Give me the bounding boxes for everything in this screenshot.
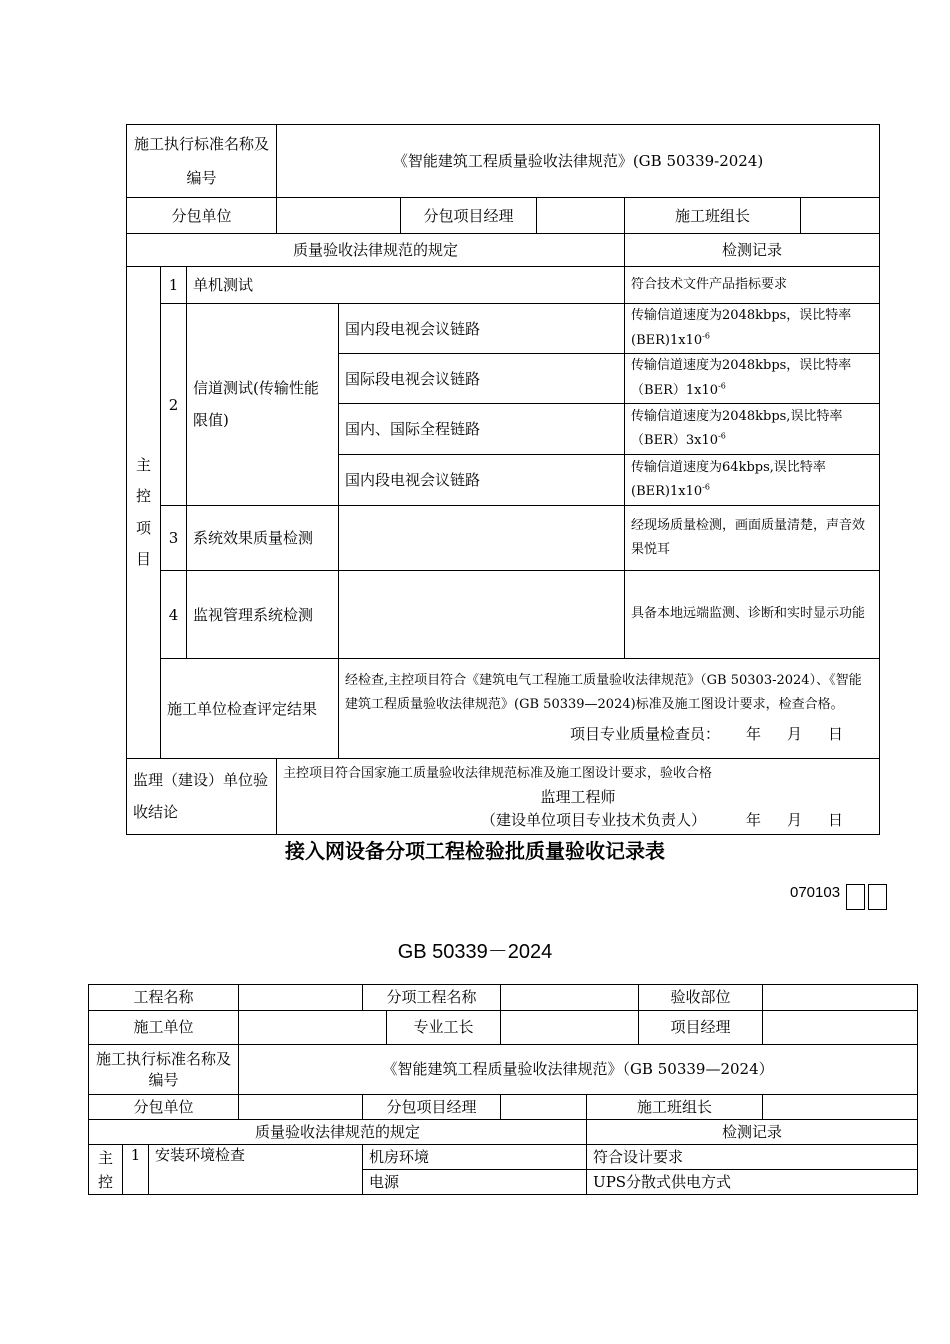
item-no: 4	[161, 571, 187, 659]
foreman-label: 专业工长	[387, 1011, 501, 1045]
sub-pm-label: 分包项目经理	[363, 1095, 501, 1120]
pm-label: 项目经理	[639, 1011, 763, 1045]
code-box[interactable]	[868, 884, 887, 910]
channel-link: 国内、国际全程链路	[339, 404, 625, 455]
std-name-label: 施工执行标准名称及编号	[89, 1045, 239, 1095]
item-record: 符合技术文件产品指标要求	[625, 267, 880, 304]
team-leader-value	[763, 1095, 918, 1120]
sub-project-label: 分项工程名称	[363, 985, 501, 1011]
contractor-label: 施工单位	[89, 1011, 239, 1045]
item-name: 系统效果质量检测	[187, 506, 339, 571]
engineer-label: 监理工程师	[540, 788, 616, 807]
acceptance-form-bottom	[88, 984, 918, 1195]
item-record: 具备本地远端监测、诊断和实时显示功能	[625, 571, 880, 659]
channel-link: 国内段电视会议链路	[339, 455, 625, 506]
foreman-value	[501, 1011, 639, 1045]
sub-item-record: 符合设计要求	[587, 1145, 918, 1170]
main-control-label: 主控	[89, 1145, 123, 1195]
channel-record: 传输信道速度为64kbps,误比特率$(BER)1x10^{-6}$	[625, 455, 880, 506]
sub-unit-label: 分包单位	[89, 1095, 239, 1120]
team-leader-label: 施工班组长	[625, 198, 801, 234]
spec-header: 质量验收法律规范的规定	[127, 234, 625, 267]
channel-record: 传输信道速度为2048kbps,误比特率$(BER)3x10^{-6}$	[625, 404, 880, 455]
item-blank	[339, 506, 625, 571]
supervisor-signature-line: （建设单位项目专业技术负责人） 年 月 日	[480, 810, 844, 829]
item-no: 2	[161, 304, 187, 506]
item-name: 单机测试	[187, 267, 625, 304]
team-leader-label: 施工班组长	[587, 1095, 763, 1120]
item-no: 3	[161, 506, 187, 571]
code-box[interactable]	[846, 884, 865, 910]
sub-item: 电源	[363, 1170, 587, 1195]
contractor-value	[239, 1011, 387, 1045]
item-record: 经现场质量检测，画面质量清楚，声音效果悦耳	[625, 506, 880, 571]
main-control-label: 主控项目	[127, 267, 161, 759]
inspector-signature-line: 项目专业质量检查员： 年 月 日	[569, 724, 844, 743]
sub-unit-value	[277, 198, 401, 234]
item-name: 安装环境检查	[149, 1145, 363, 1195]
standard-code: GB 50339－2024	[397, 941, 553, 963]
std-name-label: 施工执行标准名称及编号	[127, 125, 277, 198]
project-name-label: 工程名称	[89, 985, 239, 1011]
sub-unit-label: 分包单位	[127, 198, 277, 234]
spec-header: 质量验收法律规范的规定	[89, 1120, 587, 1145]
sub-pm-value	[537, 198, 625, 234]
item-no: 1	[123, 1145, 149, 1195]
acceptance-form-top	[126, 124, 880, 835]
record-header: 检测记录	[587, 1120, 918, 1145]
accept-part-label: 验收部位	[639, 985, 763, 1011]
supervisor-result	[277, 759, 880, 835]
contractor-text: 经检查,主控项目符合《建筑电气工程施工质量验收法律规范》（GB 50303-2024）、《智能建筑工程质量验收法律规范》(GB 50339—2024)标准及施工图设计要求，检查合格。	[345, 672, 862, 712]
accept-part-value	[763, 985, 918, 1011]
std-name-value: 《智能建筑工程质量验收法律规范》(GB 50339-2024)	[277, 125, 880, 198]
pm-value	[763, 1011, 918, 1045]
channel-record: 传输信道速度为2048kbps，误比特率$(BER)1x10^{-6}$	[625, 354, 880, 404]
team-leader-value	[801, 198, 880, 234]
channel-link: 国际段电视会议链路	[339, 354, 625, 404]
sub-pm-label: 分包项目经理	[401, 198, 537, 234]
item-blank	[339, 571, 625, 659]
supervisor-text: 主控项目符合国家施工质量验收法律规范标准及施工图设计要求，验收合格	[283, 765, 713, 781]
sub-item: 机房环境	[363, 1145, 587, 1170]
project-name-value	[239, 985, 363, 1011]
contractor-label: 施工单位检查评定结果	[161, 659, 339, 759]
channel-link: 国内段电视会议链路	[339, 304, 625, 354]
item-name: 信道测试(传输性能限值)	[187, 304, 339, 506]
record-header: 检测记录	[625, 234, 880, 267]
sub-pm-value	[501, 1095, 587, 1120]
sub-unit-value	[239, 1095, 363, 1120]
sub-item-record: UPS分散式供电方式	[587, 1170, 918, 1195]
channel-record: 传输信道速度为2048kbps，误比特率$(BER)1x10^{-6}$	[625, 304, 880, 354]
form-code: 070103	[790, 884, 841, 901]
item-name: 监视管理系统检测	[187, 571, 339, 659]
item-no: 1	[161, 267, 187, 304]
sub-project-value	[501, 985, 639, 1011]
contractor-result	[339, 659, 880, 759]
supervisor-label: 监理（建设）单位验收结论	[127, 759, 277, 835]
form-title: 接入网设备分项工程检验批质量验收记录表	[285, 839, 665, 863]
std-name-value: 《智能建筑工程质量验收法律规范》（GB 50339—2024）	[239, 1045, 918, 1095]
